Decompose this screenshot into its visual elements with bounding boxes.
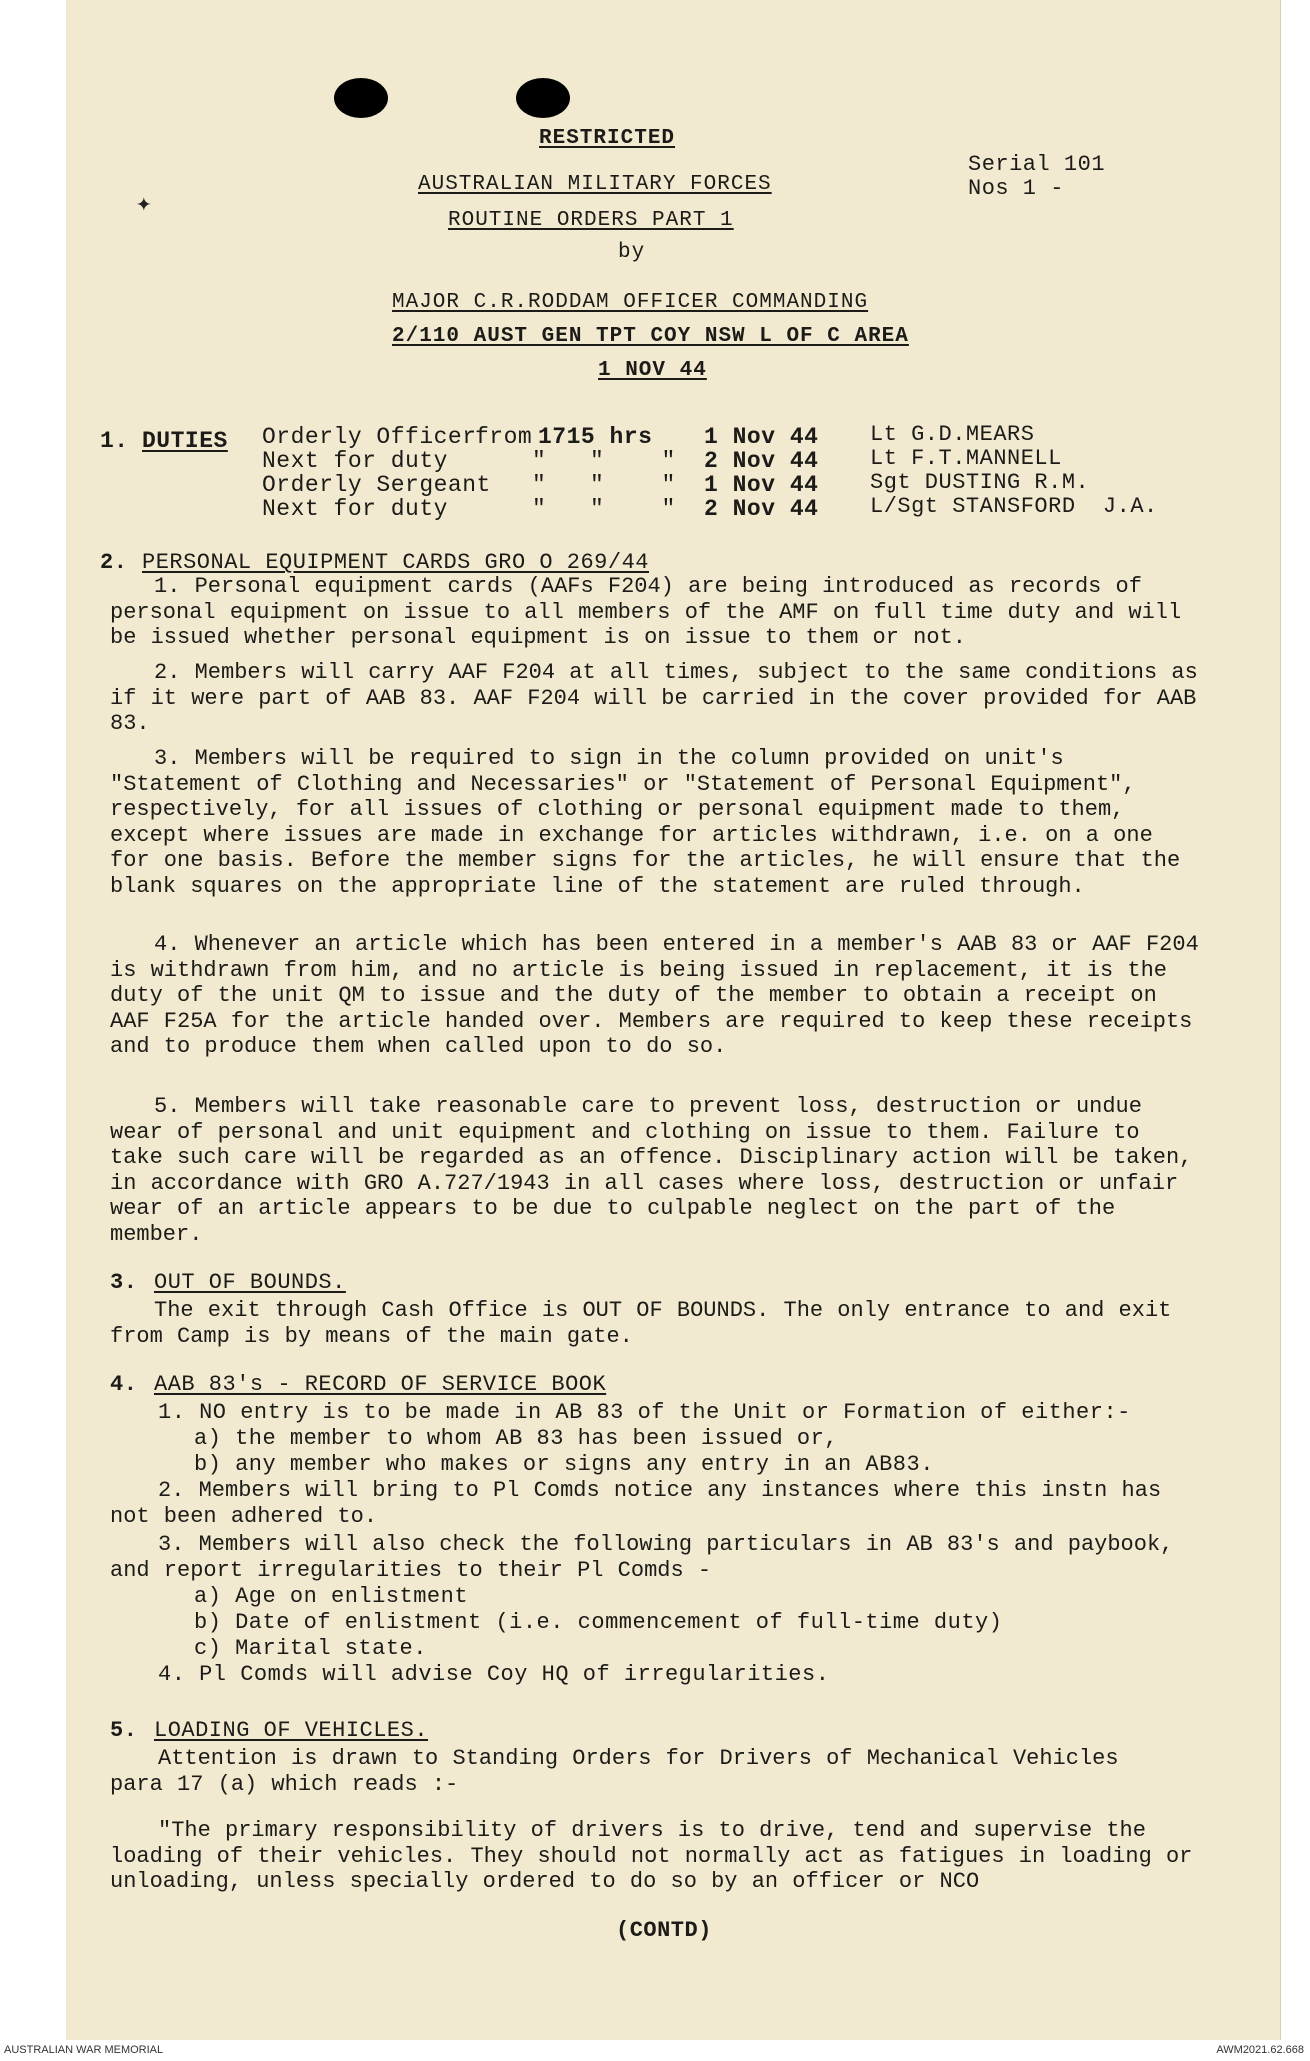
duty-name: L/Sgt STANSFORD J.A. (870, 494, 1158, 519)
section-4-number: 4. (110, 1372, 138, 1397)
section-4-item-4: 4. Pl Comds will advise Coy HQ of irregularities. (158, 1662, 830, 1687)
section-1-heading: DUTIES (142, 428, 228, 454)
officer-heading: MAJOR C.R.RODDAM OFFICER COMMANDING (392, 291, 869, 314)
duty-name: Sgt DUSTING R.M. (870, 470, 1090, 495)
section-3-body: The exit through Cash Office is OUT OF BOUNDS. The only entrance to and exit from Camp is by means of the main gate. (110, 1298, 1172, 1349)
duty-date: 2 Nov 44 (704, 448, 819, 474)
section-2-para-3: 3. Members will be required to sign in the column provided on unit's "Statement of Clothing and Necessaries" or "Statement of Personal Equipment", respectively, for all issues of clothing or personal equipment made to them, except where issues are made in exchange for articles withdrawn, i.e. on a one for one basis. Before the member signs for the articles, he will ensure that the blank squares on the appropriate line of the statement are ruled through. (110, 746, 1181, 899)
section-4-item-1a: a) the member to whom AB 83 has been issued or, (194, 1426, 839, 1451)
section-3-heading: OUT OF BOUNDS. (154, 1270, 346, 1295)
section-5-number: 5. (110, 1718, 138, 1743)
duty-from: " (532, 496, 547, 522)
duty-from: " (532, 448, 547, 474)
duty-role: Orderly Officer (262, 424, 477, 450)
duty-time: " " (590, 496, 676, 522)
punch-hole-right (516, 78, 570, 118)
section-2-para-4: 4. Whenever an article which has been entered in a member's AAB 83 or AAF F204 is withdrawn from him, and no article is being issued in replacement, it is the duty of the unit QM to issue and the duty of the member to obtain a receipt on AAF F25A for the article handed over. Members are required to keep these receipts and to produce them when called upon to do so. (110, 932, 1199, 1059)
section-4-item-3b: b) Date of enlistment (i.e. commencement of full-time duty) (194, 1610, 1003, 1635)
serial-number: Serial 101 (968, 152, 1106, 177)
by-text: by (618, 241, 646, 264)
duty-date: 1 Nov 44 (704, 472, 819, 498)
section-4-item-2: 2. Members will bring to Pl Comds notice any instances where this instn has not been adhered to. (110, 1478, 1162, 1529)
ink-mark: ✦ (136, 189, 152, 219)
serial-nos: Nos 1 - (968, 176, 1064, 201)
classification-heading: RESTRICTED (539, 127, 676, 150)
footer-bar (0, 2040, 1310, 2061)
section-3-number: 3. (110, 1270, 138, 1295)
section-5-heading: LOADING OF VEHICLES. (154, 1718, 429, 1743)
section-4-item-3c: c) Marital state. (194, 1636, 427, 1661)
unit-heading: 2/110 AUST GEN TPT COY NSW L OF C AREA (392, 325, 909, 348)
force-heading: AUSTRALIAN MILITARY FORCES (418, 173, 772, 196)
footer-institution: AUSTRALIAN WAR MEMORIAL (4, 2044, 164, 2056)
section-5-intro: Attention is drawn to Standing Orders for Drivers of Mechanical Vehicles para 17 (a) which reads :- (110, 1746, 1119, 1797)
section-4-item-1b: b) any member who makes or signs any entry in an AB83. (194, 1452, 934, 1477)
section-2-para-1: 1. Personal equipment cards (AAFs F204) are being introduced as records of personal equipment on issue to all members of the AMF on full time duty and will be issued whether personal equipment is on issue to them or not. (110, 574, 1182, 650)
duty-from: from (475, 424, 533, 450)
duty-name: Lt G.D.MEARS (870, 422, 1035, 447)
punch-hole-left (334, 78, 388, 118)
section-2-para-5: 5. Members will take reasonable care to prevent loss, destruction or undue wear of personal and unit equipment and clothing on issue to them. Failure to take such care will be regarded as an offence. Disciplinary action will be taken, in accordance with GRO A.727/1943 in all cases where loss, destruction or unfair wear of an article appears to be due to culpable neglect on the part of the member. (110, 1094, 1193, 1247)
duty-name: Lt F.T.MANNELL (870, 446, 1062, 471)
section-1-number: 1. (100, 428, 129, 454)
date-heading: 1 NOV 44 (598, 359, 707, 382)
section-4-item-1: 1. NO entry is to be made in AB 83 of the Unit or Formation of either:- (158, 1400, 1131, 1425)
duty-time: " " (590, 448, 676, 474)
duty-role: Next for duty (262, 448, 448, 474)
section-5-quote: "The primary responsibility of drivers is to drive, tend and supervise the loading of their vehicles. They should not normally act as fatigues in loading or unloading, unless specially ordered to do so by an officer or NCO (110, 1818, 1193, 1894)
section-2-heading: PERSONAL EQUIPMENT CARDS GRO O 269/44 (142, 550, 649, 575)
duty-from: " (532, 472, 547, 498)
duty-date: 1 Nov 44 (704, 424, 819, 450)
footer-accession-number: AWM2021.62.668 (1216, 2044, 1304, 2056)
duty-date: 2 Nov 44 (704, 496, 819, 522)
orders-heading: ROUTINE ORDERS PART 1 (448, 209, 734, 232)
section-4-heading: AAB 83's - RECORD OF SERVICE BOOK (154, 1372, 607, 1397)
continued-marker: (CONTD) (616, 1918, 712, 1943)
duty-time: 1715 hrs (538, 424, 653, 450)
section-2-number: 2. (100, 550, 128, 575)
duty-role: Orderly Sergeant (262, 472, 491, 498)
section-4-item-3: 3. Members will also check the following particulars in AB 83's and paybook, and report irregularities to their Pl Comds - (110, 1532, 1174, 1583)
section-2-para-2: 2. Members will carry AAF F204 at all times, subject to the same conditions as if it were part of AAB 83. AAF F204 will be carried in the cover provided for AAB 83. (110, 660, 1198, 736)
duty-time: " " (590, 472, 676, 498)
section-4-item-3a: a) Age on enlistment (194, 1584, 469, 1609)
duty-role: Next for duty (262, 496, 448, 522)
